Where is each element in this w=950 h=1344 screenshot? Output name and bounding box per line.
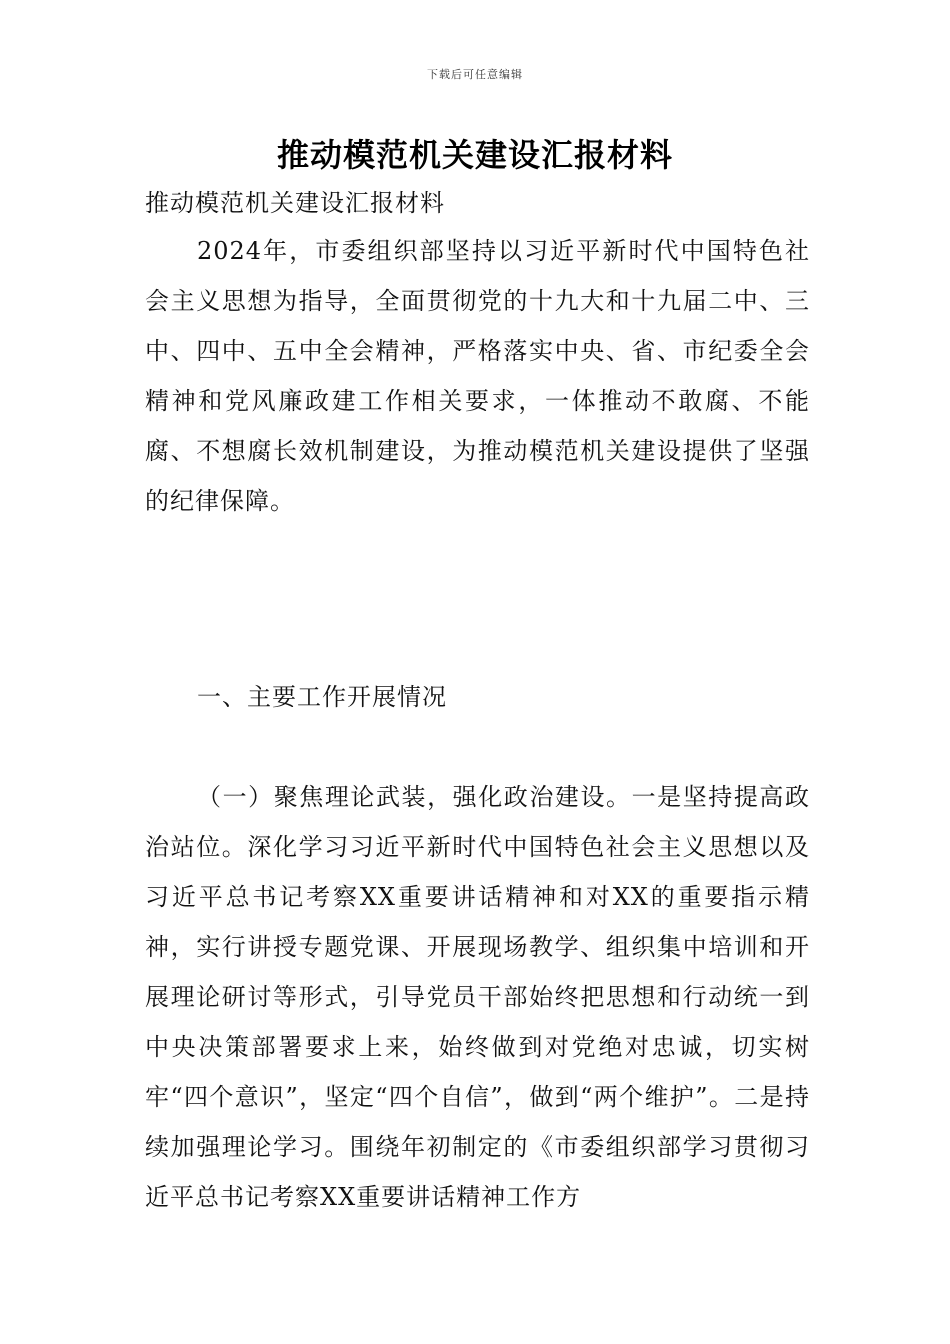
document-title: 推动模范机关建设汇报材料: [276, 136, 673, 174]
paragraph-intro: 2024年，市委组织部坚持以习近平新时代中国特色社会主义思想为指导，全面贯彻党的十九大和十九届二中、三中、四中、五中全会精神，严格落实中央、省、市纪委全会精神和党风廉政建工作相关要求，一体推动不敢腐、不能腐、不想腐长效机制建设，为推动模范机关建设提供了坚强的纪律保障。: [145, 237, 810, 515]
header-note: 下载后可任意编辑: [427, 68, 523, 81]
document-subtitle: 推动模范机关建设汇报材料: [145, 189, 445, 217]
paragraph-section-1: （一）聚焦理论武装，强化政治建设。一是坚持提高政治站位。深化学习习近平新时代中国特色社会主义思想以及习近平总书记考察XX重要讲话精神和对XX的重要指示精神，实行讲授专题党课、开展现场教学、组织集中培训和开展理论研讨等形式，引导党员干部始终把思想和行动统一到中央决策部署要求上来，始终做到对党绝对忠诚，切实树牢“四个意识”，坚定“四个自信”，做到“两个维护”。二是持续加强理论学习。围绕年初制定的《市委组织部学习贯彻习近平总书记考察XX重要讲话精神工作方: [145, 783, 810, 1211]
section-heading: 一、主要工作开展情况: [197, 683, 447, 711]
